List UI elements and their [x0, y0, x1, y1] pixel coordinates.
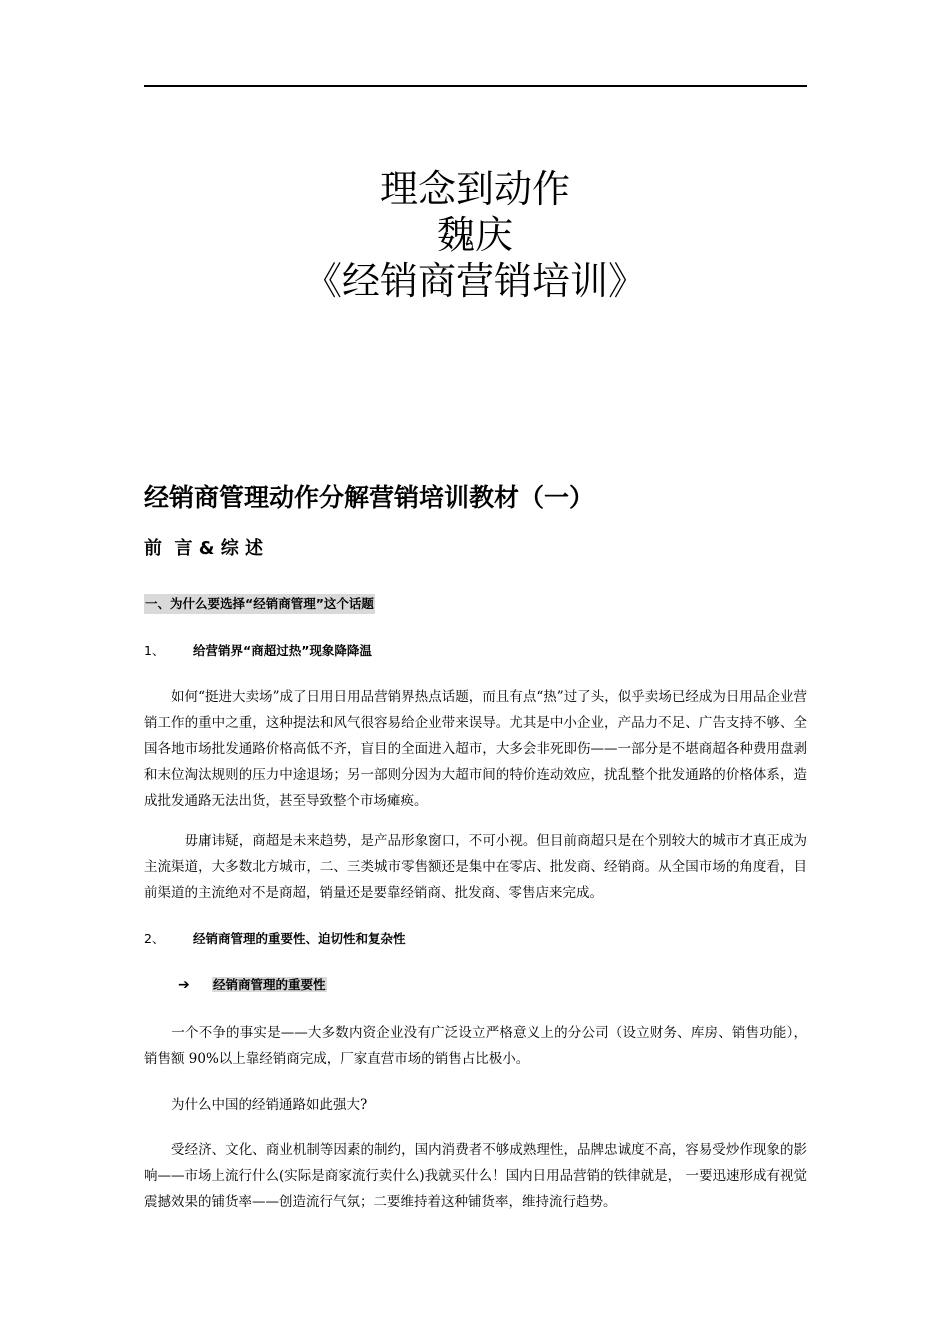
paragraph-2: 毋庸讳疑，商超是未来趋势，是产品形象窗口，不可小视。但目前商超只是在个别较大的城市才真正成为主流渠道，大多数北方城市，二、三类城市零售额还是集中在零店、批发商、经销商。从全国市场的角度看，目前渠道的主流绝对不是商超，销量还是要靠经销商、批发商、零售店来完成。 — [144, 833, 807, 901]
arrow-subheading-label: 经销商管理的重要性 — [213, 977, 326, 992]
item-number: 1、 — [144, 643, 165, 658]
cover-title — [0, 166, 950, 304]
cover-title-line-3: 《经销商营销培训》 — [303, 259, 646, 303]
paragraph-5: 受经济、文化、商业机制等因素的制约，国内消费者不够成熟理性，品牌忠诚度不高，容易受炒作现象的影响——市场上流行什么(实际是商家流行卖什么)我就买什么！国内日用品营销的铁律就是， 一要迅速形成有视觉震撼效果的铺货率——创造流行气氛；二要维持着这种铺货率，维持流行趋势。 — [144, 1142, 807, 1210]
item-number: 2、 — [144, 931, 165, 946]
section-heading-1: 一、为什么要选择“经销商管理”这个话题 — [144, 594, 375, 614]
cover-author: 魏庆 — [436, 213, 513, 257]
cover-title-line-1: 理念到动作 — [379, 167, 570, 211]
arrow-right-icon: ➔ — [178, 977, 190, 993]
sub-heading: 前 言 & 综 述 — [144, 538, 264, 559]
item-title: 给营销界“商超过热”现象降降温 — [193, 643, 372, 658]
numbered-heading-1 — [144, 641, 372, 661]
top-rule — [144, 85, 807, 87]
item-title: 经销商管理的重要性、迫切性和复杂性 — [193, 931, 406, 946]
paragraph-4: 为什么中国的经销通路如此强大? — [144, 1097, 368, 1113]
main-heading: 经销商管理动作分解营销培训教材（一） — [144, 483, 595, 512]
paragraph-1: 如何“挺进大卖场”成了日用日用品营销界热点话题，而且有点“热”过了头，似乎卖场已经成为日用品企业营销工作的重中之重，这种提法和风气很容易给企业带来误导。尤其是中小企业，产品力不足、广告支持不够、全国各地市场批发通路价格高低不齐，盲目的全面进入超市，大多会非死即伤——一部分是不堪商超各种费用盘剥和末位淘汰规则的压力中途退场；另一部则分因为大超市间的特价连动效应，扰乱整个批发通路的价格体系，造成批发通路无法出货，甚至导致整个市场瘫痪。 — [144, 689, 807, 809]
paragraph-3: 一个不争的事实是——大多数内资企业没有广泛设立严格意义上的分公司（设立财务、库房、销售功能），销售额 90%以上靠经销商完成，厂家直营市场的销售占比极小。 — [144, 1025, 807, 1067]
arrow-subheading — [178, 975, 327, 995]
numbered-heading-2 — [144, 929, 406, 949]
